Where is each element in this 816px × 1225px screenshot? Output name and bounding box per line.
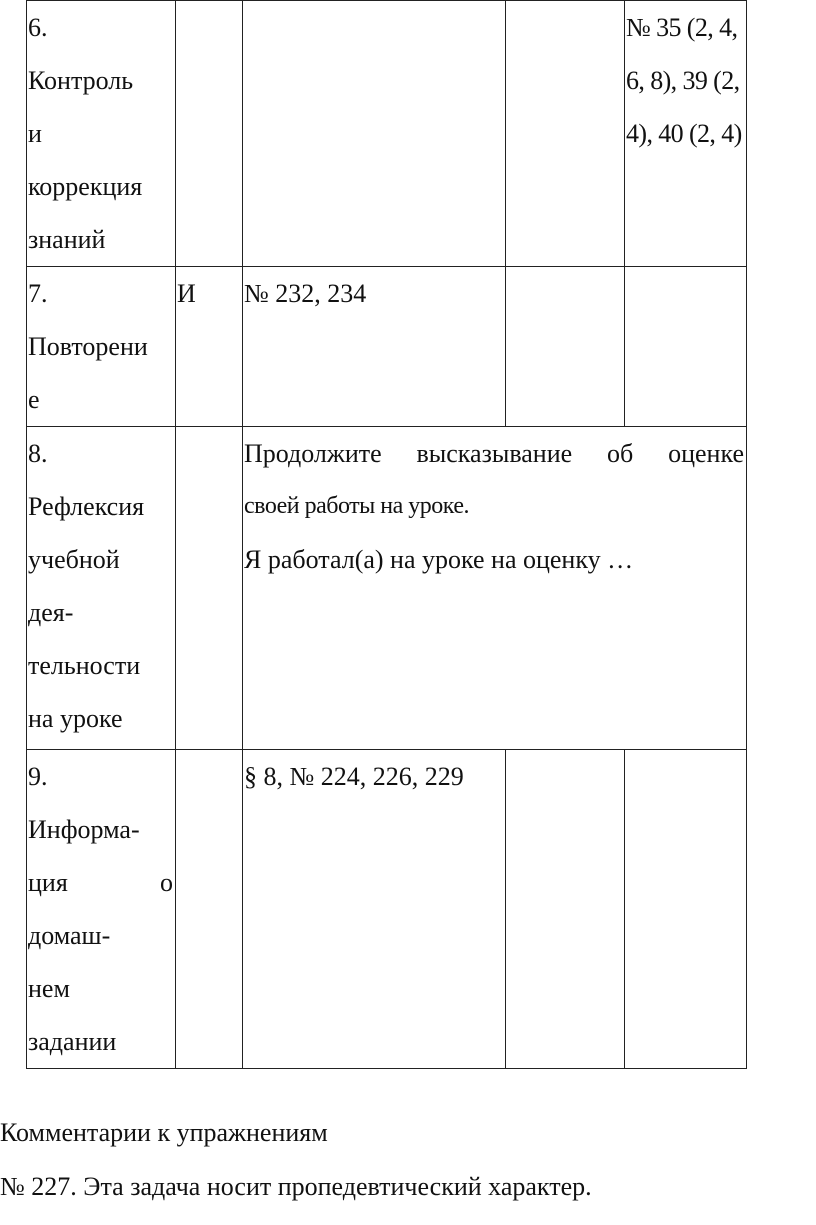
stage-name-line: Повторени (28, 332, 148, 361)
exercise-line: № 35 (2, 4, (626, 13, 738, 42)
content-line: Я работал(а) на уроке на оценку … (244, 545, 634, 574)
stage-number: 7. (28, 279, 48, 308)
exercise-line: 4), 40 (2, 4) (626, 119, 742, 148)
stage-name-line: коррекция (28, 172, 143, 201)
form-cell (176, 750, 243, 1069)
stage-name-line: ция о (28, 868, 173, 897)
table-row (27, 427, 747, 750)
content-line: Продолжите высказывание об оценке (244, 439, 744, 468)
stage-name-line: тельности (28, 651, 141, 680)
stage-cell (27, 750, 176, 1069)
content-line: № 232, 234 (244, 279, 367, 308)
content-cell (243, 267, 506, 427)
empty-cell (625, 267, 747, 427)
stage-cell (27, 267, 176, 427)
empty-cell (506, 267, 625, 427)
stage-name-line: знаний (28, 225, 106, 254)
exercise-line: 6, 8), 39 (2, (626, 66, 740, 95)
stage-name-line: дея- (28, 598, 74, 627)
empty-cell (506, 750, 625, 1069)
form-cell (176, 1, 243, 267)
content-cell (243, 1, 506, 267)
stage-number: 9. (28, 762, 48, 791)
content-cell (243, 750, 506, 1069)
reflection-content-cell (243, 427, 747, 750)
stage-name-line: и (28, 119, 42, 148)
content-line: своей работы на уроке. (244, 493, 469, 519)
form-cell (176, 427, 243, 750)
stage-name-line: Информа- (28, 815, 140, 844)
stage-name-line: учебной (28, 545, 120, 574)
empty-cell (506, 1, 625, 267)
stage-name-line: е (28, 385, 40, 414)
stage-number: 8. (28, 439, 48, 468)
stage-name-line: Контроль (28, 66, 134, 95)
comment-paragraph: № 227. Эта задача носит пропедевтический характер. (0, 1172, 592, 1201)
stage-name-line: нем (28, 974, 70, 1003)
exercises-cell (625, 1, 747, 267)
form-cell: И (176, 267, 243, 427)
stage-name-line: на уроке (28, 704, 123, 733)
stage-name-line: домаш- (28, 921, 111, 950)
comments-heading: Комментарии к упражнениям (0, 1118, 328, 1147)
empty-cell (625, 750, 747, 1069)
table-row (27, 1, 747, 267)
table-row (27, 267, 747, 427)
table-row (27, 750, 747, 1069)
stage-name-line: Рефлексия (28, 492, 145, 521)
content-line: § 8, № 224, 226, 229 (244, 762, 464, 791)
lesson-table (26, 0, 747, 1069)
stage-cell (27, 427, 176, 750)
stage-cell (27, 1, 176, 267)
stage-name-line: задании (28, 1027, 117, 1056)
stage-number: 6. (28, 13, 48, 42)
